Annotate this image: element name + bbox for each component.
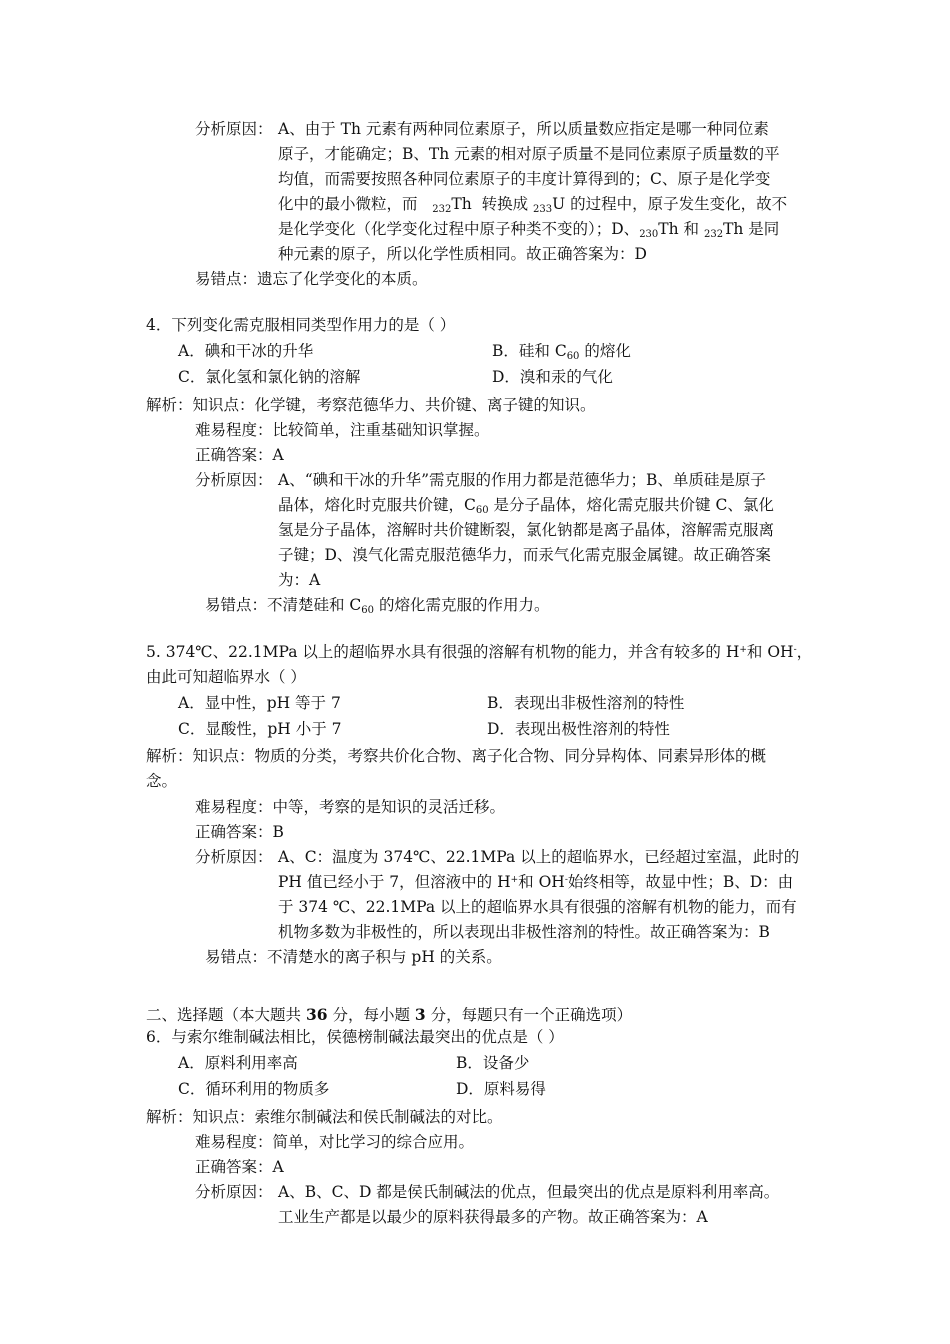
q3-analysis-line-4: 化中的最小微粒，而 $_{232}$Th 转换成 $_{233}$U 的过程中，原子发生变化，故不 bbox=[278, 195, 788, 215]
q6-reason-line-2: 工业生产都是以最少的原料获得最多的产物。故正确答案为：A bbox=[278, 1208, 708, 1226]
q5-option-c: C．显酸性，pH 小于 7 bbox=[178, 720, 342, 738]
q4-reason-line-2: 晶体，熔化时克服共价键，$C_{60}$ 是分子晶体，熔化需克服共价键 C、氯化 bbox=[278, 496, 774, 516]
q5-option-d: D．表现出极性溶剂的特性 bbox=[487, 720, 670, 738]
q6-option-c: C．循环利用的物质多 bbox=[178, 1080, 330, 1098]
q4-stem: 4．下列变化需克服相同类型作用力的是（ ） bbox=[146, 316, 456, 334]
q5-option-a: A．显中性，pH 等于 7 bbox=[178, 694, 341, 712]
q4-pitfall: 易错点：不清楚硅和 $C_{60}$ 的熔化需克服的作用力。 bbox=[205, 596, 550, 616]
section-2-header: 二、选择题（本大题共 36 分，每小题 3 分，每题只有一个正确选项） bbox=[146, 1005, 633, 1024]
q4-reason-line-3: 氢是分子晶体，溶解时共价键断裂，氯化钠都是离子晶体，溶解需克服离 bbox=[278, 521, 775, 539]
q6-answer: 正确答案：A bbox=[195, 1158, 284, 1176]
q5-reason-line-2: PH 值已经小于 7，但溶液中的 H+和 OH-始终相等，故显中性；B、D：由 bbox=[278, 873, 794, 891]
q4-difficulty: 难易程度：比较简单，注重基础知识掌握。 bbox=[195, 421, 490, 439]
q6-option-d: D．原料易得 bbox=[456, 1080, 546, 1098]
q4-option-b: B．硅和 $C_{60}$ 的熔化 bbox=[492, 342, 631, 362]
q4-option-d: D．溴和汞的气化 bbox=[492, 368, 613, 386]
q3-analysis-line-2: 原子，才能确定；B、Th 元素的相对原子质量不是同位素原子质量数的平 bbox=[278, 145, 780, 163]
q3-analysis-label: 分析原因： bbox=[195, 120, 273, 138]
q6-reason-line-1: A、B、C、D 都是侯氏制碱法的优点，但最突出的优点是原料利用率高。 bbox=[278, 1183, 780, 1201]
q6-difficulty: 难易程度：简单，对比学习的综合应用。 bbox=[195, 1133, 475, 1151]
q3-analysis-line-1: A、由于 Th 元素有两种同位素原子，所以质量数应指定是哪一种同位素 bbox=[278, 120, 769, 138]
q3-pitfall: 易错点：遗忘了化学变化的本质。 bbox=[195, 270, 428, 288]
q5-answer: 正确答案：B bbox=[195, 823, 284, 841]
q4-reason-line-1: A、“碘和干冰的升华”需克服的作用力都是范德华力；B、单质硅是原子 bbox=[278, 471, 766, 489]
q5-stem-line-2: 由此可知超临界水（ ） bbox=[146, 668, 306, 686]
q5-stem-line-1: 5. 374℃、22.1MPa 以上的超临界水具有很强的溶解有机物的能力，并含有较多的 H+和 OH-， bbox=[146, 643, 813, 661]
q6-reason-label: 分析原因： bbox=[195, 1183, 273, 1201]
q5-pitfall: 易错点：不清楚水的离子积与 pH 的关系。 bbox=[205, 948, 502, 966]
q6-option-a: A．原料利用率高 bbox=[178, 1054, 298, 1072]
q4-answer: 正确答案：A bbox=[195, 446, 284, 464]
q4-reason-line-5: 为：A bbox=[278, 571, 321, 589]
q5-reason-line-3: 于 374 ℃、22.1MPa 以上的超临界水具有很强的溶解有机物的能力，而有 bbox=[278, 898, 797, 916]
q4-option-c: C．氯化氢和氯化钠的溶解 bbox=[178, 368, 361, 386]
q4-analysis-head: 解析：知识点：化学键，考察范德华力、共价键、离子键的知识。 bbox=[146, 396, 596, 414]
q3-analysis-line-3: 均值，而需要按照各种同位素原子的丰度计算得到的；C、原子是化学变 bbox=[278, 170, 771, 188]
q5-analysis-head-1: 解析：知识点：物质的分类，考察共价化合物、离子化合物、同分异构体、同素异形体的概 bbox=[146, 747, 767, 765]
q6-stem: 6．与索尔维制碱法相比，侯德榜制碱法最突出的优点是（ ） bbox=[146, 1028, 564, 1046]
q6-analysis-head: 解析：知识点：索维尔制碱法和侯氏制碱法的对比。 bbox=[146, 1108, 503, 1126]
q5-reason-line-1: A、C：温度为 374℃、22.1MPa 以上的超临界水，已经超过室温，此时的 bbox=[278, 848, 800, 866]
q5-option-b: B．表现出非极性溶剂的特性 bbox=[487, 694, 685, 712]
q6-option-b: B．设备少 bbox=[456, 1054, 530, 1072]
q4-option-a: A．碘和干冰的升华 bbox=[178, 342, 314, 360]
q5-reason-line-4: 机物多数为非极性的，所以表现出非极性溶剂的特性。故正确答案为：B bbox=[278, 923, 770, 941]
q4-reason-line-4: 子键；D、溴气化需克服范德华力，而汞气化需克服金属键。故正确答案 bbox=[278, 546, 771, 564]
q5-difficulty: 难易程度：中等，考察的是知识的灵活迁移。 bbox=[195, 798, 506, 816]
q5-reason-label: 分析原因： bbox=[195, 848, 273, 866]
q3-analysis-line-5: 是化学变化（化学变化过程中原子种类不变的）；D、$_{230}$Th 和 $_{232}$Th 是同 bbox=[278, 220, 780, 240]
q4-reason-label: 分析原因： bbox=[195, 471, 273, 489]
q5-analysis-head-2: 念。 bbox=[146, 772, 178, 790]
q3-analysis-line-6: 种元素的原子，所以化学性质相同。故正确答案为：D bbox=[278, 245, 647, 263]
